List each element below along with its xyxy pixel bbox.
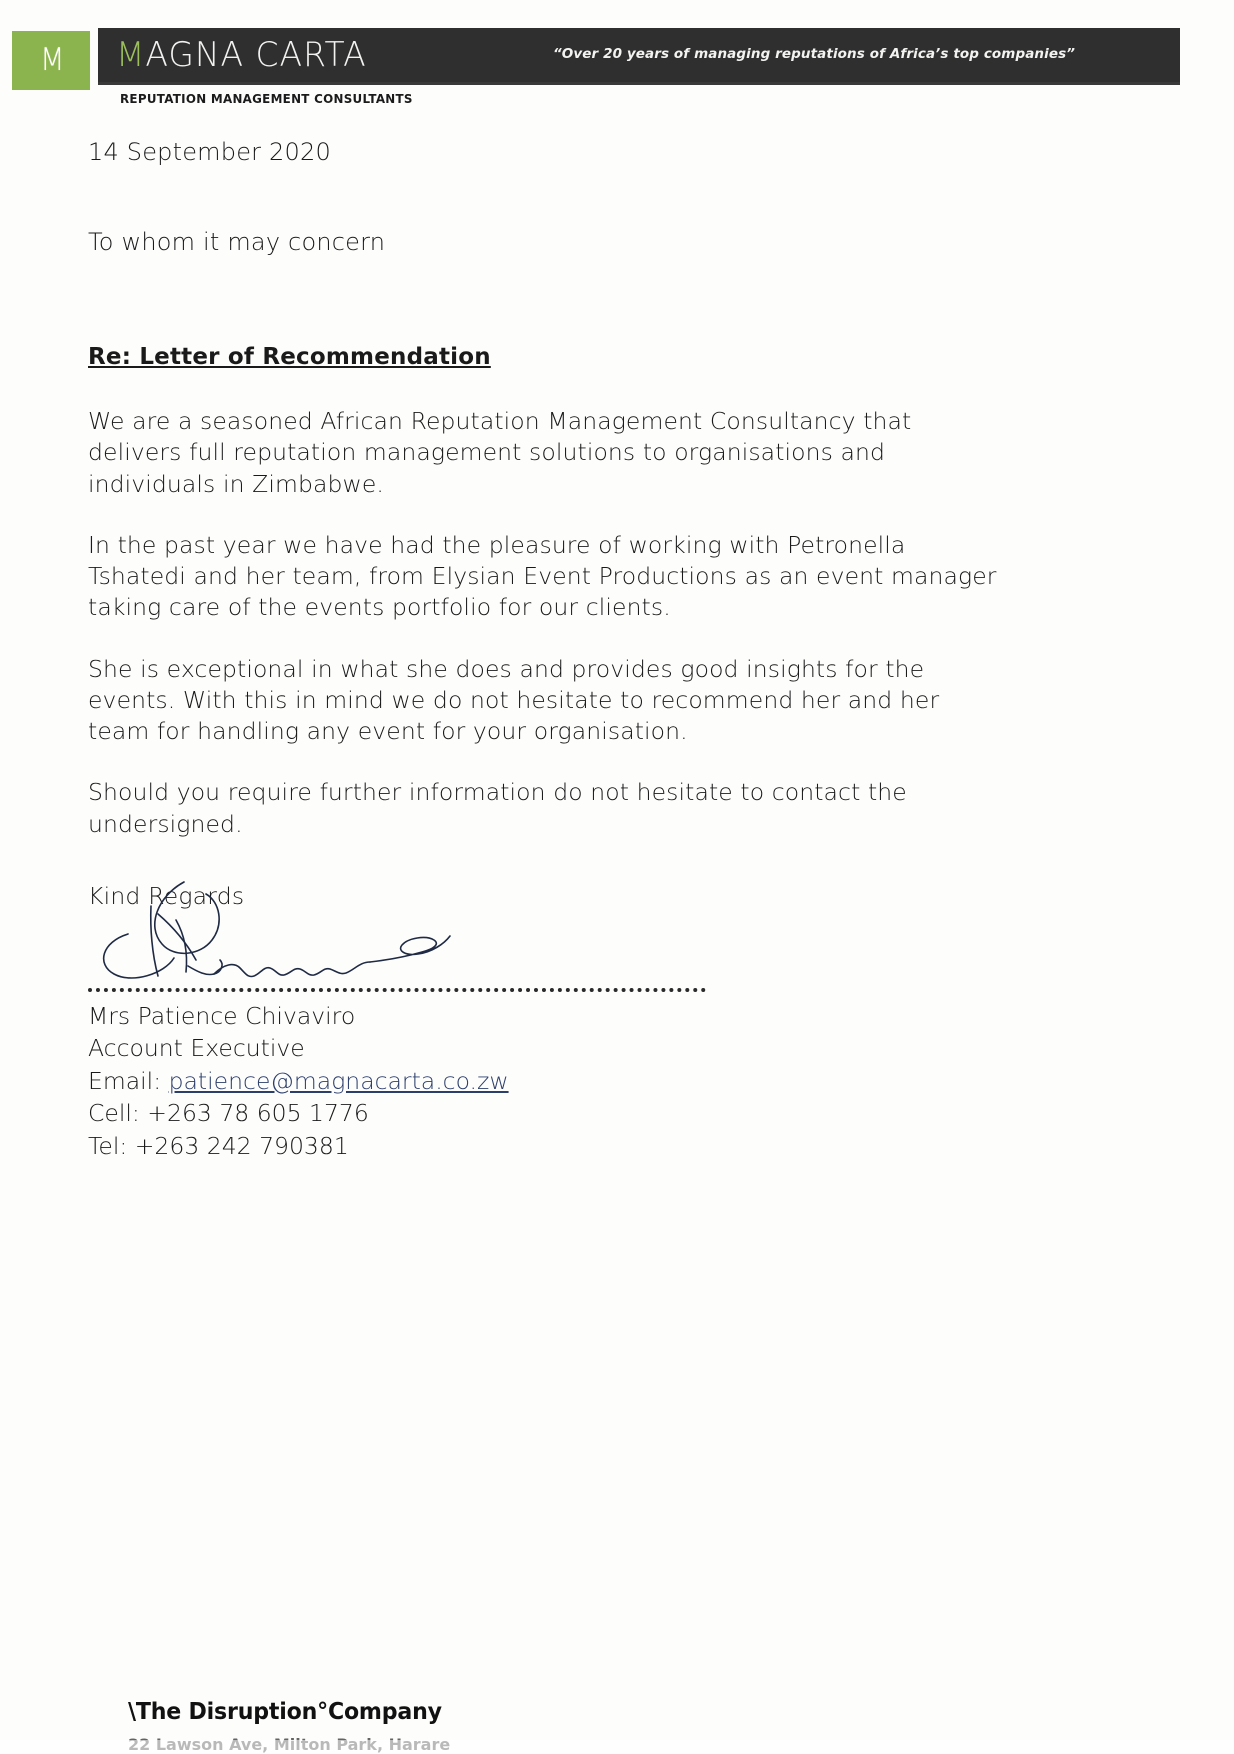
- signature-block: [88, 868, 728, 998]
- letter-paragraph: Should you require further information do not hesitate to contact the undersigned.: [88, 778, 907, 838]
- logo-monogram-letter: M: [39, 42, 63, 78]
- letter-closing: Kind Regards: [88, 881, 245, 910]
- letterhead-band: [98, 28, 1180, 85]
- signatory-title: Account Executive: [88, 1034, 305, 1063]
- signatory-tel: Tel: +263 242 790381: [88, 1131, 349, 1160]
- letter-date: 14 September 2020: [88, 138, 331, 166]
- signatory-contact-block: [88, 1000, 509, 1162]
- letter-paragraph: She is exceptional in what she does and provides good insights for the events. With this in mind we do not hesitate to recommend her and her team for handling any event for your organisation.: [88, 654, 940, 745]
- email-label: Email:: [88, 1066, 162, 1095]
- handwritten-signature-icon: [88, 868, 708, 993]
- signatory-email-line: [88, 1065, 509, 1097]
- magna-carta-logo-mark: [12, 31, 90, 90]
- letter-paragraph: We are a seasoned African Reputation Management Consultancy that delivers full reputation management solutions to organisations and individuals in Zimbabwe.: [88, 407, 912, 498]
- footer-crop-edge: [0, 1740, 1234, 1754]
- signature-dotted-line: [88, 984, 706, 992]
- footer-brand: \The Disruption°Company: [128, 1699, 442, 1725]
- email-link[interactable]: patience@magnacarta.co.zw: [168, 1066, 509, 1095]
- wordmark-accent-letter: M: [116, 35, 146, 75]
- letter-subject: Re: Letter of Recommendation: [88, 344, 491, 370]
- letter-subject-wrap: [88, 344, 998, 406]
- wordmark-rest: AGNA CARTA: [145, 35, 367, 75]
- letter-paragraph: In the past year we have had the pleasure of working with Petronella Tshatedi and her team, from Elysian Event Productions as an event manager taking care of the events portfolio for our clients.: [88, 530, 997, 622]
- letterhead: [0, 28, 1234, 106]
- signatory-name: Mrs Patience Chivaviro: [88, 1002, 356, 1030]
- company-tagline: “Over 20 years of managing reputations of Africa’s top companies”: [553, 46, 1076, 62]
- letter-salutation: To whom it may concern: [88, 228, 386, 256]
- company-subtitle: REPUTATION MANAGEMENT CONSULTANTS: [120, 91, 413, 106]
- letter-body: [88, 138, 998, 910]
- signatory-cell: Cell: +263 78 605 1776: [88, 1099, 369, 1128]
- company-wordmark: [116, 35, 367, 75]
